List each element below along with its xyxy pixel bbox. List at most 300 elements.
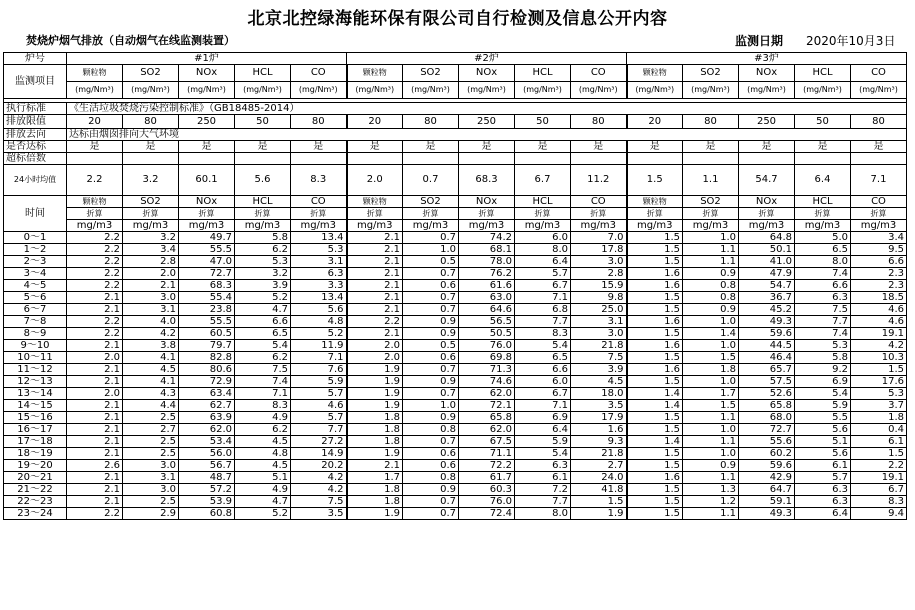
data-cell: 65.8 — [739, 400, 795, 412]
limit-value: 250 — [459, 115, 515, 129]
data-cell: 1.5 — [683, 400, 739, 412]
data-cell: 0.5 — [403, 256, 459, 268]
data-cell: 2.6 — [67, 460, 123, 472]
data-cell: 4.5 — [123, 364, 179, 376]
data-cell: 62.0 — [459, 388, 515, 400]
data-cell: 6.8 — [515, 304, 571, 316]
data-cell: 1.6 — [627, 280, 683, 292]
hourly-unit-label: mg/m3 — [515, 220, 571, 232]
data-cell: 7.4 — [795, 268, 851, 280]
average-value: 6.4 — [795, 165, 851, 196]
time-slot: 2～3 — [4, 256, 67, 268]
data-cell: 72.2 — [459, 460, 515, 472]
limit-label: 排放限值 — [4, 115, 67, 129]
data-cell: 56.5 — [459, 316, 515, 328]
data-cell: 1.5 — [627, 448, 683, 460]
data-cell: 49.3 — [739, 508, 795, 520]
data-cell: 61.7 — [459, 472, 515, 484]
data-cell: 0.7 — [403, 364, 459, 376]
data-cell: 41.8 — [571, 484, 627, 496]
table-row — [4, 412, 907, 424]
average-value: 1.1 — [683, 165, 739, 196]
data-cell: 1.9 — [347, 388, 403, 400]
data-cell: 49.3 — [739, 316, 795, 328]
hourly-sub-label: 折算 — [571, 208, 627, 220]
data-cell: 3.1 — [123, 304, 179, 316]
data-cell: 1.5 — [627, 304, 683, 316]
data-cell: 72.1 — [459, 400, 515, 412]
data-cell: 1.5 — [627, 292, 683, 304]
data-cell: 5.3 — [795, 340, 851, 352]
unit-label: (mg/Nm³) — [67, 82, 123, 99]
data-cell: 3.5 — [571, 400, 627, 412]
data-cell: 72.7 — [179, 268, 235, 280]
data-cell: 6.9 — [795, 376, 851, 388]
data-cell: 2.5 — [123, 448, 179, 460]
data-cell: 7.5 — [795, 304, 851, 316]
hourly-pollutant-header: 颗粒物 — [347, 196, 403, 208]
data-cell: 4.5 — [235, 436, 291, 448]
data-cell: 6.5 — [795, 244, 851, 256]
data-cell: 2.1 — [67, 496, 123, 508]
data-cell: 1.9 — [347, 508, 403, 520]
data-cell: 2.2 — [347, 316, 403, 328]
hourly-unit-label: mg/m3 — [291, 220, 347, 232]
hourly-sub-label: 折算 — [739, 208, 795, 220]
data-cell: 76.0 — [459, 496, 515, 508]
data-cell: 62.0 — [179, 424, 235, 436]
data-cell: 4.9 — [235, 484, 291, 496]
pollutant-header: SO2 — [683, 65, 739, 82]
data-cell: 6.1 — [515, 472, 571, 484]
data-cell: 2.1 — [67, 472, 123, 484]
time-slot: 1～2 — [4, 244, 67, 256]
unit-label: (mg/Nm³) — [571, 82, 627, 99]
data-cell: 0.8 — [403, 424, 459, 436]
data-cell: 5.8 — [235, 232, 291, 244]
data-cell: 64.7 — [739, 484, 795, 496]
data-cell: 60.3 — [459, 484, 515, 496]
data-cell: 6.3 — [795, 484, 851, 496]
data-cell: 5.1 — [235, 472, 291, 484]
exceed-value — [683, 153, 739, 165]
average-value: 54.7 — [739, 165, 795, 196]
data-cell: 1.4 — [627, 436, 683, 448]
data-cell: 3.1 — [123, 472, 179, 484]
data-cell: 7.5 — [235, 364, 291, 376]
hourly-sub-label: 折算 — [235, 208, 291, 220]
average-value: 1.5 — [627, 165, 683, 196]
compliant-value: 是 — [739, 141, 795, 153]
table-row — [4, 256, 907, 268]
time-slot: 22～23 — [4, 496, 67, 508]
average-value: 2.0 — [347, 165, 403, 196]
data-cell: 2.1 — [67, 292, 123, 304]
limit-value: 80 — [403, 115, 459, 129]
average-value: 5.6 — [235, 165, 291, 196]
data-cell: 1.9 — [347, 364, 403, 376]
data-cell: 3.9 — [571, 364, 627, 376]
exceed-value — [515, 153, 571, 165]
data-cell: 5.0 — [795, 232, 851, 244]
data-cell: 49.7 — [179, 232, 235, 244]
limit-value: 80 — [571, 115, 627, 129]
data-cell: 1.1 — [683, 436, 739, 448]
average-value: 8.3 — [291, 165, 347, 196]
data-cell: 5.7 — [795, 472, 851, 484]
data-cell: 5.4 — [515, 340, 571, 352]
data-cell: 68.1 — [459, 244, 515, 256]
average-value: 68.3 — [459, 165, 515, 196]
data-cell: 1.8 — [347, 424, 403, 436]
data-cell: 2.5 — [123, 412, 179, 424]
data-cell: 2.1 — [347, 292, 403, 304]
data-cell: 1.4 — [627, 388, 683, 400]
data-cell: 6.9 — [515, 412, 571, 424]
data-cell: 6.3 — [515, 460, 571, 472]
data-cell: 72.7 — [739, 424, 795, 436]
compliant-value: 是 — [459, 141, 515, 153]
data-cell: 17.8 — [571, 244, 627, 256]
data-cell: 79.7 — [179, 340, 235, 352]
data-cell: 7.7 — [291, 424, 347, 436]
table-row — [4, 436, 907, 448]
item-label: 监测项目 — [4, 65, 67, 99]
data-cell: 4.6 — [291, 400, 347, 412]
pollutant-header: HCL — [795, 65, 851, 82]
data-cell: 5.4 — [795, 388, 851, 400]
data-cell: 1.8 — [347, 496, 403, 508]
data-cell: 0.8 — [403, 472, 459, 484]
data-cell: 2.1 — [347, 460, 403, 472]
data-cell: 2.2 — [67, 280, 123, 292]
hourly-unit-label: mg/m3 — [795, 220, 851, 232]
time-slot: 18～19 — [4, 448, 67, 460]
time-slot: 16～17 — [4, 424, 67, 436]
data-cell: 27.2 — [291, 436, 347, 448]
limit-value: 20 — [627, 115, 683, 129]
hourly-unit-label: mg/m3 — [235, 220, 291, 232]
compliant-value: 是 — [291, 141, 347, 153]
compliant-label: 是否达标 — [4, 141, 67, 153]
data-cell: 2.8 — [123, 256, 179, 268]
data-cell: 19.1 — [851, 328, 907, 340]
time-slot: 23～24 — [4, 508, 67, 520]
destination-label: 排放去向 — [4, 129, 67, 141]
table-row — [4, 508, 907, 520]
data-cell: 15.9 — [571, 280, 627, 292]
data-cell: 25.0 — [571, 304, 627, 316]
data-cell: 2.9 — [123, 508, 179, 520]
standard-text: 《生活垃圾焚烧污染控制标准》（GB18485-2014） — [67, 103, 907, 115]
data-cell: 7.7 — [515, 496, 571, 508]
data-cell: 47.0 — [179, 256, 235, 268]
data-cell: 1.9 — [347, 376, 403, 388]
data-cell: 5.2 — [291, 328, 347, 340]
limit-value: 80 — [851, 115, 907, 129]
limit-value: 50 — [235, 115, 291, 129]
data-cell: 2.1 — [347, 244, 403, 256]
exceed-value — [571, 153, 627, 165]
data-cell: 48.7 — [179, 472, 235, 484]
data-cell: 6.1 — [795, 460, 851, 472]
hourly-unit-label: mg/m3 — [739, 220, 795, 232]
limit-value: 20 — [67, 115, 123, 129]
data-cell: 3.2 — [123, 232, 179, 244]
exceed-value — [179, 153, 235, 165]
data-cell: 7.6 — [291, 364, 347, 376]
pollutant-header: NOx — [739, 65, 795, 82]
data-cell: 80.6 — [179, 364, 235, 376]
data-cell: 3.0 — [123, 484, 179, 496]
average-value: 2.2 — [67, 165, 123, 196]
data-cell: 1.8 — [347, 412, 403, 424]
data-cell: 7.5 — [571, 352, 627, 364]
data-cell: 62.7 — [179, 400, 235, 412]
data-cell: 0.6 — [403, 352, 459, 364]
data-cell: 3.7 — [851, 400, 907, 412]
time-slot: 8～9 — [4, 328, 67, 340]
exceed-value — [235, 153, 291, 165]
unit-label: (mg/Nm³) — [851, 82, 907, 99]
hourly-sub-label: 折算 — [795, 208, 851, 220]
data-cell: 0.8 — [683, 280, 739, 292]
data-cell: 2.2 — [67, 268, 123, 280]
data-cell: 7.7 — [515, 316, 571, 328]
hourly-pollutant-header: HCL — [795, 196, 851, 208]
data-cell: 55.5 — [179, 316, 235, 328]
data-cell: 1.6 — [627, 472, 683, 484]
unit-label: (mg/Nm³) — [179, 82, 235, 99]
data-cell: 2.0 — [123, 268, 179, 280]
data-cell: 1.0 — [403, 400, 459, 412]
limit-value: 250 — [179, 115, 235, 129]
data-cell: 0.7 — [403, 292, 459, 304]
data-cell: 3.2 — [235, 268, 291, 280]
data-cell: 6.3 — [795, 292, 851, 304]
time-slot: 3～4 — [4, 268, 67, 280]
compliant-value: 是 — [67, 141, 123, 153]
data-cell: 3.0 — [123, 292, 179, 304]
data-cell: 5.3 — [235, 256, 291, 268]
compliant-value: 是 — [683, 141, 739, 153]
data-cell: 0.7 — [403, 232, 459, 244]
data-cell: 71.3 — [459, 364, 515, 376]
data-cell: 4.5 — [571, 376, 627, 388]
data-cell: 1.9 — [347, 400, 403, 412]
data-cell: 5.9 — [795, 400, 851, 412]
data-cell: 1.5 — [627, 244, 683, 256]
data-cell: 2.2 — [67, 244, 123, 256]
data-cell: 1.5 — [627, 424, 683, 436]
data-cell: 20.2 — [291, 460, 347, 472]
time-label: 时间 — [4, 196, 67, 232]
data-cell: 4.0 — [123, 316, 179, 328]
data-cell: 1.5 — [627, 352, 683, 364]
date-value: 2020年10月3日 — [806, 34, 896, 48]
unit-label: (mg/Nm³) — [739, 82, 795, 99]
time-slot: 17～18 — [4, 436, 67, 448]
data-cell: 2.1 — [347, 256, 403, 268]
data-cell: 4.4 — [123, 400, 179, 412]
data-cell: 1.0 — [683, 340, 739, 352]
data-cell: 7.1 — [515, 400, 571, 412]
data-cell: 1.0 — [683, 424, 739, 436]
data-cell: 0.7 — [403, 388, 459, 400]
data-cell: 1.6 — [627, 316, 683, 328]
data-cell: 18.5 — [851, 292, 907, 304]
data-cell: 14.9 — [291, 448, 347, 460]
average-value: 3.2 — [123, 165, 179, 196]
data-cell: 6.2 — [235, 244, 291, 256]
data-cell: 1.1 — [683, 508, 739, 520]
data-cell: 5.9 — [291, 376, 347, 388]
data-cell: 63.0 — [459, 292, 515, 304]
limit-value: 20 — [347, 115, 403, 129]
data-cell: 2.3 — [851, 268, 907, 280]
data-cell: 4.7 — [235, 496, 291, 508]
data-cell: 5.7 — [291, 412, 347, 424]
data-cell: 50.5 — [459, 328, 515, 340]
table-row — [4, 424, 907, 436]
table-row — [4, 316, 907, 328]
pollutant-header: CO — [291, 65, 347, 82]
data-cell: 7.4 — [235, 376, 291, 388]
data-cell: 6.6 — [515, 364, 571, 376]
limit-value: 250 — [739, 115, 795, 129]
hourly-pollutant-header: NOx — [739, 196, 795, 208]
data-cell: 6.7 — [851, 484, 907, 496]
data-cell: 57.5 — [739, 376, 795, 388]
hourly-pollutant-header: NOx — [179, 196, 235, 208]
data-cell: 78.0 — [459, 256, 515, 268]
data-cell: 1.8 — [347, 484, 403, 496]
hourly-unit-label: mg/m3 — [571, 220, 627, 232]
data-cell: 9.4 — [851, 508, 907, 520]
time-slot: 6～7 — [4, 304, 67, 316]
data-cell: 2.1 — [67, 340, 123, 352]
data-cell: 72.9 — [179, 376, 235, 388]
hourly-sub-label: 折算 — [403, 208, 459, 220]
time-slot: 5～6 — [4, 292, 67, 304]
limit-value: 80 — [291, 115, 347, 129]
data-cell: 7.0 — [571, 232, 627, 244]
data-cell: 3.1 — [571, 316, 627, 328]
pollutant-header: 颗粒物 — [67, 65, 123, 82]
data-cell: 5.4 — [515, 448, 571, 460]
furnace-no-label: 炉号 — [4, 53, 67, 65]
table-row — [4, 340, 907, 352]
data-cell: 3.0 — [571, 256, 627, 268]
data-cell: 6.3 — [291, 268, 347, 280]
data-cell: 4.6 — [851, 316, 907, 328]
data-cell: 64.8 — [739, 232, 795, 244]
compliant-value: 是 — [179, 141, 235, 153]
data-cell: 0.9 — [403, 412, 459, 424]
data-cell: 2.2 — [67, 316, 123, 328]
table-row — [4, 304, 907, 316]
hourly-unit-label: mg/m3 — [123, 220, 179, 232]
date-label: 监测日期 — [735, 34, 784, 48]
hourly-pollutant-header: CO — [571, 196, 627, 208]
data-cell: 60.5 — [179, 328, 235, 340]
data-cell: 1.0 — [683, 448, 739, 460]
exceed-value — [67, 153, 123, 165]
data-cell: 1.5 — [851, 448, 907, 460]
data-cell: 1.8 — [347, 436, 403, 448]
data-cell: 2.0 — [347, 352, 403, 364]
hourly-sub-label: 折算 — [459, 208, 515, 220]
data-cell: 6.7 — [515, 280, 571, 292]
data-cell: 2.1 — [67, 304, 123, 316]
data-cell: 0.9 — [403, 316, 459, 328]
average-value: 6.7 — [515, 165, 571, 196]
hourly-pollutant-header: SO2 — [403, 196, 459, 208]
data-cell: 24.0 — [571, 472, 627, 484]
data-cell: 65.8 — [459, 412, 515, 424]
data-cell: 2.1 — [67, 364, 123, 376]
data-cell: 4.2 — [851, 340, 907, 352]
pollutant-header: CO — [851, 65, 907, 82]
data-cell: 4.5 — [235, 460, 291, 472]
data-cell: 2.1 — [347, 328, 403, 340]
pollutant-header: CO — [571, 65, 627, 82]
data-cell: 13.4 — [291, 232, 347, 244]
data-cell: 57.2 — [179, 484, 235, 496]
pollutant-header: NOx — [459, 65, 515, 82]
data-cell: 6.4 — [515, 256, 571, 268]
average-value: 7.1 — [851, 165, 907, 196]
data-cell: 1.1 — [683, 412, 739, 424]
data-cell: 60.2 — [739, 448, 795, 460]
table-row — [4, 376, 907, 388]
data-cell: 1.7 — [683, 388, 739, 400]
data-cell: 5.2 — [235, 292, 291, 304]
data-cell: 7.5 — [291, 496, 347, 508]
emission-table — [3, 52, 907, 520]
pollutant-header: HCL — [515, 65, 571, 82]
data-cell: 1.0 — [683, 376, 739, 388]
data-cell: 6.3 — [795, 496, 851, 508]
data-cell: 74.2 — [459, 232, 515, 244]
data-cell: 2.2 — [851, 460, 907, 472]
data-cell: 2.1 — [347, 268, 403, 280]
data-cell: 2.2 — [67, 256, 123, 268]
data-cell: 1.8 — [683, 364, 739, 376]
table-row — [4, 268, 907, 280]
furnace-1-header: #1炉 — [67, 53, 347, 65]
data-cell: 2.3 — [851, 280, 907, 292]
data-cell: 7.1 — [291, 352, 347, 364]
data-cell: 10.3 — [851, 352, 907, 364]
compliant-value: 是 — [123, 141, 179, 153]
data-cell: 2.1 — [123, 280, 179, 292]
data-cell: 11.9 — [291, 340, 347, 352]
data-cell: 1.6 — [627, 364, 683, 376]
data-cell: 0.9 — [403, 376, 459, 388]
data-cell: 1.8 — [851, 412, 907, 424]
compliant-value: 是 — [795, 141, 851, 153]
data-cell: 53.9 — [179, 496, 235, 508]
data-cell: 76.2 — [459, 268, 515, 280]
time-slot: 7～8 — [4, 316, 67, 328]
hourly-sub-label: 折算 — [515, 208, 571, 220]
data-cell: 6.7 — [515, 388, 571, 400]
time-slot: 14～15 — [4, 400, 67, 412]
hourly-unit-label: mg/m3 — [627, 220, 683, 232]
standard-label: 执行标准 — [4, 103, 67, 115]
data-cell: 6.6 — [795, 280, 851, 292]
